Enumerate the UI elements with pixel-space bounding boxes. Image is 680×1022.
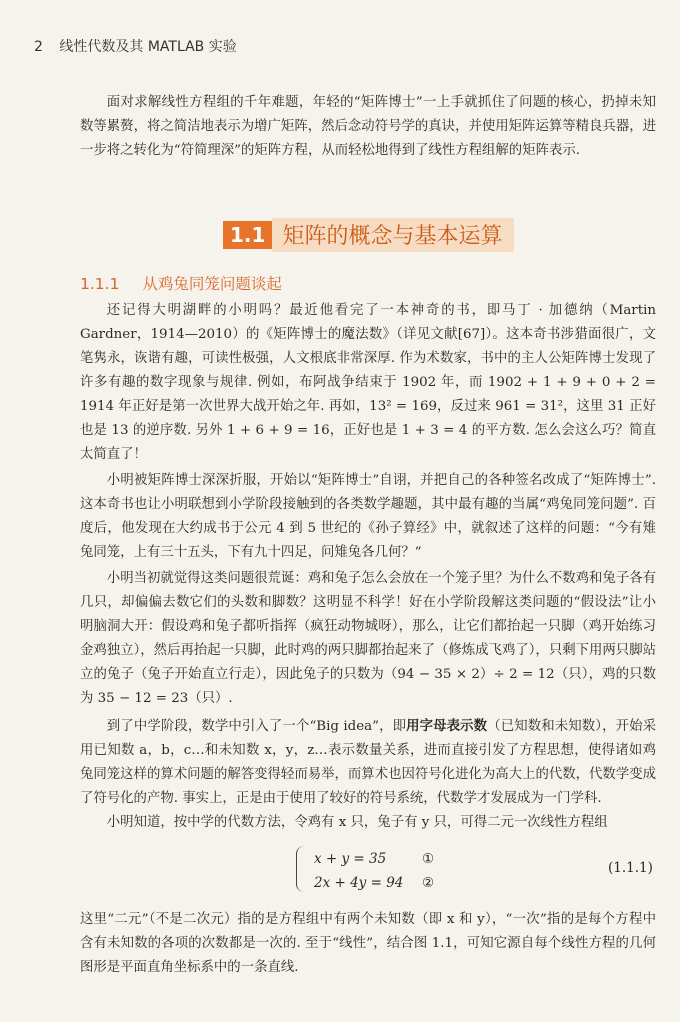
paragraph-linear: 这里“二元”（不是二次元）指的是方程组中有两个未知数（即 x 和 y），“一次”指的是每个方程中含有未知数的各项的次数都是一次的. 至于“线性”，结合图 1.1，可知它源自每个线性方程的几何图形是平面直角坐标系中的一条直线. [80, 912, 656, 975]
equation-row [302, 871, 434, 895]
big-idea-text-before: 到了中学阶段，数学中引入了一个“Big idea”，即 [106, 719, 407, 734]
equation-tag: ② [422, 875, 435, 891]
big-idea-emphasis: 用字母表示数 [406, 718, 488, 734]
big-idea-text-after: （已知数和未知数），开始采用已知数 a，b，c…和未知数 x，y，z…表示数量关系，进而直接引发了方程思想，使得诸如鸡兔同笼这样的算术问题的解答变得轻而易举，而算术也因符号化进化为高大上的代数，代数学变成了符号化的产物. 事实上，正是由于使用了较好的符号系统，代数学才发展成为一门学科. [80, 719, 656, 806]
paragraph-gardner: 还记得大明湖畔的小明吗？最近他看完了一本神奇的书，即马丁 · 加德纳（Martin Gardner，1914—2010）的《矩阵博士的魔法数》（详见文献[67]）。这本奇书涉猎面很广，文笔隽永，诙谐有趣，可读性极强，人文根底非常深厚. 作为术数家，书中的主人公矩阵博士发现了许多有趣的数字现象与规律. 例如，布阿战争结束于 1902 年，而 1902 + 1 + 9 + 0 + 2 = 1914 年正好是第一次世界大战开始之年. 再如，13² = 169，反过来 961 = 31²，这里 31 正好也是 13 的逆序数. 另外 1 + 6 + 9 = 16，正好也是 1 + 3 = 4 的平方数. 怎么会这么巧？简直太简直了！ [80, 303, 656, 462]
page-header [34, 36, 237, 56]
equation-system [302, 847, 434, 895]
equation-label: (1.1.1) [608, 860, 653, 876]
page-number: 2 [34, 39, 43, 55]
subsection-heading [80, 272, 282, 294]
equation-row [302, 847, 434, 871]
paragraph-method: 小明知道，按中学的代数方法，令鸡有 x 只，兔子有 y 只，可得二元一次线性方程组 [106, 815, 608, 830]
subsection-number: 1.1.1 [80, 275, 120, 293]
book-title: 线性代数及其 MATLAB 实验 [59, 39, 237, 55]
section-title: 矩阵的概念与基本运算 [272, 218, 514, 252]
section-heading [223, 218, 514, 252]
section-number: 1.1 [223, 221, 272, 249]
equation-tag: ① [422, 851, 435, 867]
paragraph-big-idea [80, 714, 656, 811]
paragraph-sunzi: 小明被矩阵博士深深折服，开始以“矩阵博士”自诩，并把自己的各种签名改成了“矩阵博士”. 这本奇书也让小明联想到小学阶段接触到的各类数学趣题，其中最有趣的当属“鸡兔同笼问题”. 百度后，他发现在大约成书于公元 4 到 5 世纪的《孙子算经》中，就叙述了这样的问题：“今有雉兔同笼，上有三十五头，下有九十四足，问雉兔各几何？” [80, 473, 656, 560]
paragraph-assumption: 小明当初就觉得这类问题很荒诞：鸡和兔子怎么会放在一个笼子里？为什么不数鸡和兔子各有几只，却偏偏去数它们的头数和脚数？这明显不科学！好在小学阶段解这类问题的“假设法”让小明脑洞大开：假设鸡和兔子都听指挥（疯狂动物城呀），那么，让它们都抬起一只脚（鸡开始练习金鸡独立），然后再抬起一只脚，此时鸡的两只脚都抬起来了（修炼成飞鸡了），只剩下用两只脚站立的兔子（兔子开始直立行走），因此兔子的只数为（94 − 35 × 2）÷ 2 = 12（只），鸡的只数为 35 − 12 = 23（只）. [80, 571, 656, 706]
equation-lhs: 2x + 4y = 94 [314, 875, 404, 891]
intro-paragraph: 面对求解线性方程组的千年难题，年轻的“矩阵博士”一上手就抓住了问题的核心，扔掉未知数等累赘，将之简洁地表示为增广矩阵，然后念动符号学的真诀，并使用矩阵运算等精良兵器，进一步将之转化为“符简理深”的矩阵方程，从而轻松地得到了线性方程组解的矩阵表示. [80, 95, 656, 158]
subsection-title: 从鸡兔同笼问题谈起 [142, 275, 282, 293]
equation-lhs: x + y = 35 [314, 851, 387, 867]
